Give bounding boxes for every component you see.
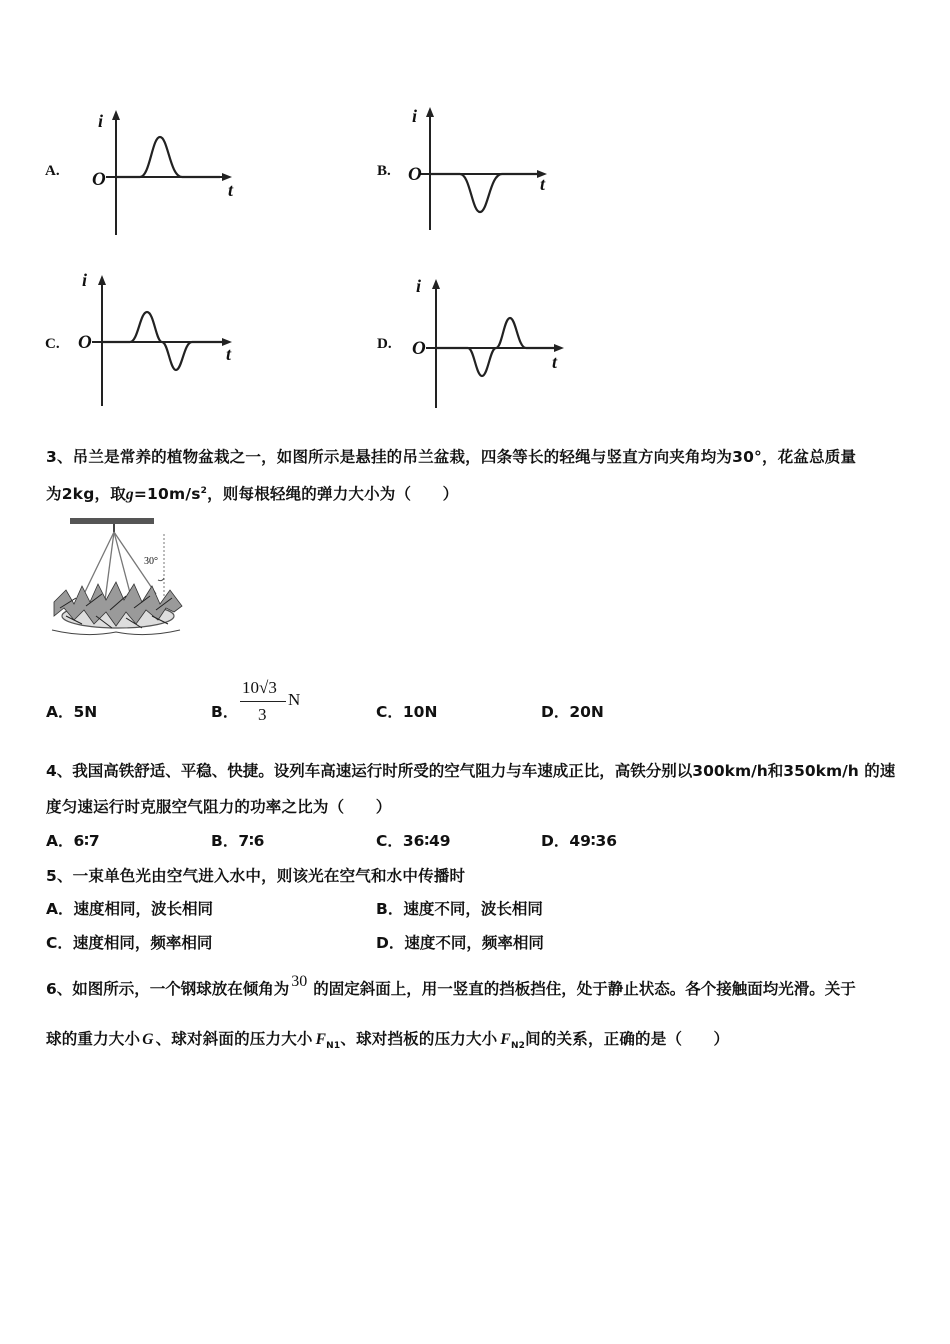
current-time-graph-d <box>372 272 592 412</box>
q4-option-d[interactable]: D．49∶36 <box>541 832 618 850</box>
current-time-graph-c <box>40 268 260 410</box>
axis-y-label: i <box>416 276 422 296</box>
fraction-denominator: 3 <box>258 705 267 724</box>
q5-option-c[interactable]: C．速度相同，频率相同 <box>46 934 213 952</box>
axis-x-label: t <box>552 352 558 372</box>
force-symbol: F <box>500 1031 511 1048</box>
option-label: C. <box>45 336 60 352</box>
q6-text: 6、如图所示，一个钢球放在倾角为 <box>46 980 290 998</box>
hanging-plant-figure <box>46 512 186 637</box>
q3-text: ，则每根轻绳的弹力大小为（ ） <box>207 485 459 503</box>
q6-text: 球的重力大小 <box>46 1030 141 1048</box>
current-time-graph-a <box>40 105 260 240</box>
exponent: 2 <box>200 485 208 496</box>
option-label: D. <box>377 336 392 352</box>
option-label: B. <box>377 163 391 179</box>
option-label: A. <box>45 163 60 179</box>
q4-option-c[interactable]: C．36∶49 <box>376 832 451 850</box>
gravity-symbol: g <box>125 486 134 503</box>
unit-label: N <box>288 690 301 709</box>
q3-line2 <box>46 482 458 504</box>
q3-line1: 3、吊兰是常养的植物盆栽之一，如图所示是悬挂的吊兰盆栽，四条等长的轻绳与竖直方向夹角均为30°，花盆总质量 <box>46 448 857 466</box>
q6-line2 <box>46 1027 729 1051</box>
origin-label: O <box>408 164 422 185</box>
angle-label: 30° <box>144 556 158 567</box>
q3-option-d[interactable]: D．20N <box>541 703 604 721</box>
current-time-graph-b <box>372 100 592 235</box>
angle-value: 30 <box>291 973 308 990</box>
graph-option-a <box>40 105 260 240</box>
q4-option-a[interactable]: A．6∶7 <box>46 832 100 850</box>
q3-option-b-fraction <box>240 676 290 728</box>
axis-x-label: t <box>228 180 234 200</box>
force-symbol: F <box>315 1031 327 1048</box>
q4-option-b[interactable]: B．7∶6 <box>211 832 265 850</box>
force-subscript: N1 <box>326 1041 341 1052</box>
q6-line1 <box>46 973 856 999</box>
q5-option-a[interactable]: A．速度相同，波长相同 <box>46 900 213 918</box>
option-label: B． <box>211 703 239 721</box>
axis-x-label: t <box>540 174 546 194</box>
fraction-numerator: 10√3 <box>242 678 277 697</box>
origin-label: O <box>412 338 426 359</box>
q3-option-b[interactable] <box>211 700 238 722</box>
q3-text: =10m/s <box>133 485 201 503</box>
q3-text: 为2kg，取 <box>46 485 126 503</box>
fraction-bar <box>240 701 286 702</box>
q5-line1: 5、一束单色光由空气进入水中，则该光在空气和水中传播时 <box>46 867 466 885</box>
q6-text: 、球对斜面的压力大小 <box>155 1030 313 1048</box>
axis-x-label: t <box>226 344 232 364</box>
gravity-symbol: G <box>142 1031 154 1048</box>
force-subscript: N2 <box>510 1041 526 1052</box>
graph-option-b <box>372 100 592 235</box>
origin-label: O <box>92 169 106 190</box>
origin-label: O <box>78 332 92 353</box>
q5-option-b[interactable]: B．速度不同，波长相同 <box>376 900 543 918</box>
axis-y-label: i <box>98 111 104 131</box>
q4-line1: 4、我国高铁舒适、平稳、快捷。设列车高速运行时所受的空气阻力与车速成正比，高铁分别以300km/h和350km/h 的速 <box>46 762 896 780</box>
q6-text: 间的关系，正确的是（ ） <box>525 1030 730 1048</box>
q3-option-a[interactable]: A．5N <box>46 703 98 721</box>
graph-option-d <box>372 272 592 412</box>
axis-y-label: i <box>82 270 88 290</box>
q3-option-c[interactable]: C．10N <box>376 703 438 721</box>
q5-option-d[interactable]: D．速度不同，频率相同 <box>376 934 544 952</box>
graph-option-c <box>40 268 260 410</box>
q6-text: 的固定斜面上，用一竖直的挡板挡住，处于静止状态。各个接触面均光滑。关于 <box>313 980 856 998</box>
axis-y-label: i <box>412 106 418 126</box>
q6-text: 、球对挡板的压力大小 <box>340 1030 498 1048</box>
q4-line2: 度匀速运行时克服空气阻力的功率之比为（ ） <box>46 798 392 816</box>
hanging-plant-illustration <box>46 512 186 637</box>
